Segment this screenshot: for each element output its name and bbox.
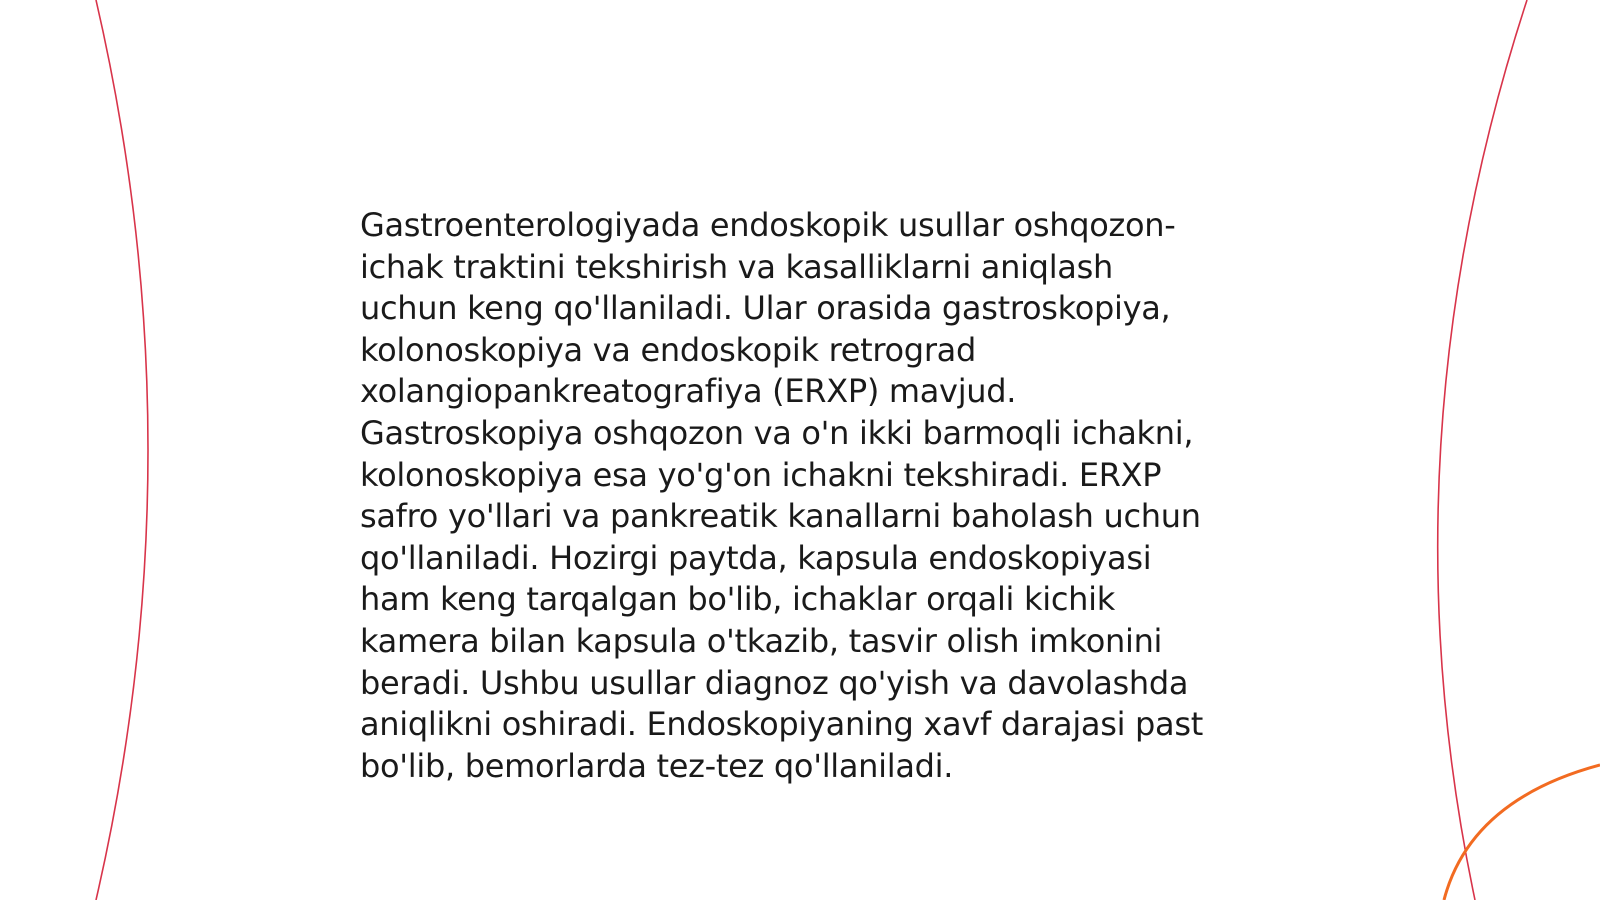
body-paragraph: Gastroenterologiyada endoskopik usullar oshqozon- ichak traktini tekshirish va kasalliklarni aniqlash uchun keng qo'llaniladi. Ular orasida gastroskopiya, kolonoskopiya va endoskopik retrograd xolangiopankreatografiya (ERXP) mavjud. Gastroskopiya oshqozon va o'n ikki barmoqli ichakni, kolonoskopiya esa yo'g'on ichakni tekshiradi. ERXP safro yo'llari va pankreatik kanallarni baholash uchun qo'llaniladi. Hozirgi paytda, kapsula endoskopiyasi ham keng tarqalgan bo'lib, ichaklar orqali kichik kamera bilan kapsula o'tkazib, tasvir olish imkonini beradi. Ushbu usullar diagnoz qo'yish va davolashda aniqlikni oshiradi. Endoskopiyaning xavf darajasi past bo'lib, bemorlarda tez-tez qo'llaniladi. — [360, 206, 1203, 785]
right-red-arc — [1438, 0, 1527, 900]
left-red-arc — [96, 0, 148, 900]
orange-circle-arc — [1444, 765, 1600, 900]
